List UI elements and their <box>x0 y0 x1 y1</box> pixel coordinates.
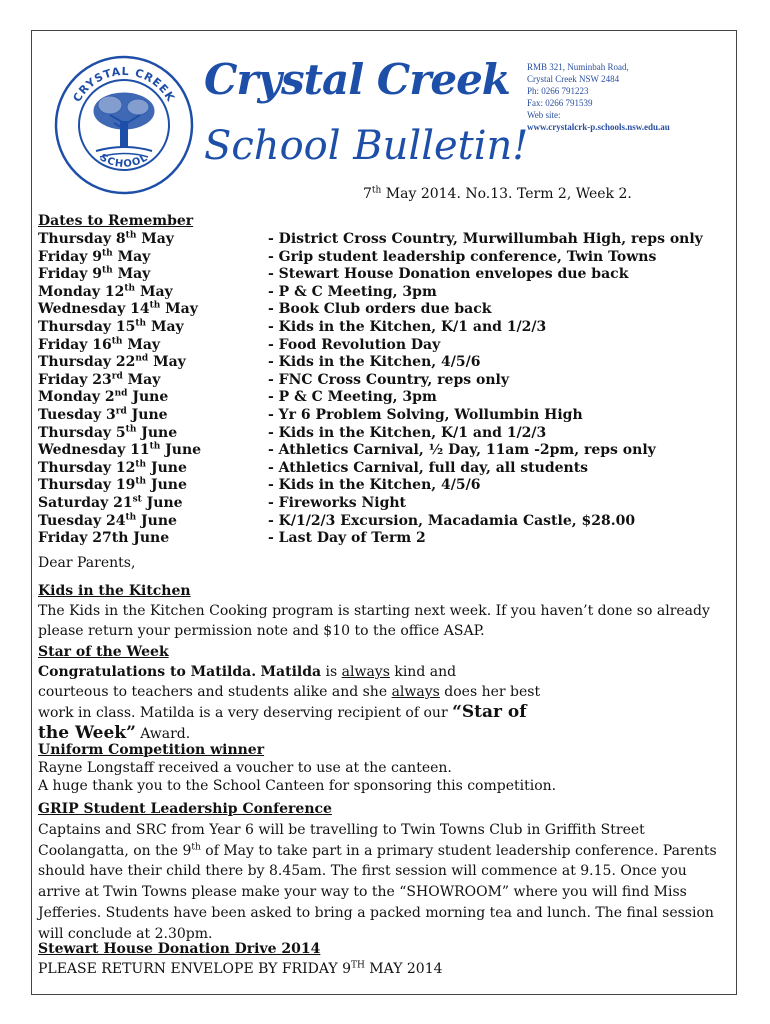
date-suffix: th <box>124 283 136 294</box>
grip-text-line: arrive at Twin Towns please make your way to the “SHOWROOM” where you will find Miss <box>38 884 687 901</box>
date-day: Friday 27th June <box>38 530 170 547</box>
star-name: Matilda <box>260 664 322 680</box>
greeting: Dear Parents, <box>38 555 136 571</box>
date-month: June <box>146 477 187 494</box>
date-day: Tuesday 3 <box>38 406 116 423</box>
date-row <box>38 513 703 531</box>
date-suffix: th <box>125 230 137 241</box>
star-award: Award. <box>135 726 191 742</box>
kitchen-section <box>38 581 730 641</box>
date-suffix: th <box>102 265 113 276</box>
date-day: Thursday 15 <box>38 318 136 335</box>
star-text-line <box>38 682 730 702</box>
logo-top-text: CRYSTAL CREEK <box>70 64 178 105</box>
issue-info <box>363 186 632 202</box>
date-month: June <box>126 406 168 423</box>
date-row <box>38 389 703 407</box>
star-quote-1: “Star of <box>452 702 527 722</box>
date-day: Thursday 5 <box>38 424 126 441</box>
stewart-line-sup: TH <box>351 960 365 971</box>
date-month: May <box>146 318 184 335</box>
date-day: Friday 16 <box>38 336 112 353</box>
date-label <box>38 425 268 443</box>
date-event: - Athletics Carnival, ½ Day, 11am -2pm, reps only <box>268 442 656 459</box>
date-day: Friday 9 <box>38 248 102 265</box>
kitchen-text-line: please return your permission note and $10 to the office ASAP. <box>38 623 485 639</box>
grip-section <box>38 799 730 945</box>
grip-text-line <box>38 841 730 862</box>
date-month: June <box>127 389 169 406</box>
date-suffix: th <box>111 335 123 346</box>
grip-text-line: will conclude at 2.30pm. <box>38 925 213 942</box>
date-event: - District Cross Country, Murwillumbah High, reps only <box>268 231 703 247</box>
date-day: Saturday 21 <box>38 494 133 511</box>
star-always: always <box>341 664 390 680</box>
grip-line2-b: of May to take part in a primary student leadership conference. Parents <box>200 842 717 859</box>
date-month: May <box>148 354 186 371</box>
date-suffix: th <box>149 441 161 452</box>
uniform-section <box>38 741 730 795</box>
star-text-line <box>38 702 730 723</box>
date-row <box>38 425 703 443</box>
star-congrats: Congratulations to Matilda. <box>38 664 257 680</box>
date-month: June <box>146 459 187 476</box>
date-month: June <box>141 494 183 511</box>
date-event: - P & C Meeting, 3pm <box>268 283 437 300</box>
logo-bottom-text: SCHOOL <box>97 152 151 171</box>
stewart-section <box>38 939 730 979</box>
star-line2-a: courteous to teachers and students alike and she <box>38 684 392 700</box>
date-event: - K/1/2/3 Excursion, Macadamia Castle, $28.00 <box>268 512 636 529</box>
date-suffix: rd <box>115 406 127 417</box>
kitchen-heading: Kids in the Kitchen <box>38 583 191 599</box>
date-suffix: th <box>125 423 137 434</box>
star-quote-2: the Week” <box>38 723 136 743</box>
date-suffix: th <box>135 459 147 470</box>
star-section <box>38 642 730 744</box>
star-text-line <box>38 662 730 682</box>
website-label: Web site: <box>527 110 561 120</box>
date-suffix: th <box>135 476 147 487</box>
date-label <box>38 231 268 249</box>
date-row <box>38 460 703 478</box>
stewart-text-line <box>38 959 730 979</box>
date-day: Tuesday 24 <box>38 512 126 529</box>
date-month: May <box>112 248 151 265</box>
grip-text-line: Jefferies. Students have been asked to bring a packed morning tea and lunch. The final session <box>38 904 714 921</box>
date-day: Thursday 19 <box>38 477 136 494</box>
website-link[interactable]: www.crystalcrk-p.schools.nsw.edu.au <box>527 122 670 132</box>
date-row <box>38 442 703 460</box>
date-event: - Grip student leadership conference, Twin Towns <box>268 248 657 265</box>
date-month: May <box>136 231 174 247</box>
date-event: - FNC Cross Country, reps only <box>268 371 509 388</box>
date-day: Friday 23 <box>38 371 112 388</box>
date-event: - Stewart House Donation envelopes due back <box>268 266 629 283</box>
date-label <box>38 337 268 355</box>
date-month: June <box>136 424 178 441</box>
date-label <box>38 301 268 319</box>
issue-day-suffix: th <box>371 185 382 196</box>
bulletin-page <box>31 30 737 995</box>
grip-line2-a: Coolangatta, on the 9 <box>38 842 192 859</box>
date-label <box>38 284 268 302</box>
uniform-text-line: Rayne Longstaff received a voucher to use at the canteen. <box>38 760 452 776</box>
date-event: - Kids in the Kitchen, K/1 and 1/2/3 <box>268 318 547 335</box>
date-row <box>38 249 703 267</box>
date-suffix: th <box>125 511 137 522</box>
date-day: Monday 12 <box>38 283 125 300</box>
date-day: Monday 2 <box>38 389 115 406</box>
date-suffix: rd <box>111 371 123 382</box>
grip-line2-sup: th <box>191 841 201 852</box>
date-row <box>38 495 703 513</box>
date-suffix: nd <box>114 388 128 399</box>
date-label <box>38 442 268 460</box>
date-label <box>38 319 268 337</box>
star-kind: kind and <box>389 664 457 680</box>
tree-icon <box>94 93 154 157</box>
date-label <box>38 372 268 390</box>
date-month: May <box>135 283 173 300</box>
date-month: May <box>122 371 161 388</box>
date-event: - Last Day of Term 2 <box>268 530 426 547</box>
uniform-text-line: A huge thank you to the School Canteen for sponsoring this competition. <box>38 778 557 794</box>
date-event: - Fireworks Night <box>268 494 406 511</box>
fax-number: Fax: 0266 791539 <box>527 98 593 108</box>
stewart-line-a: PLEASE RETURN ENVELOPE BY FRIDAY 9 <box>38 961 351 977</box>
date-row <box>38 372 703 390</box>
date-label <box>38 407 268 425</box>
date-suffix: th <box>135 318 147 329</box>
date-row <box>38 301 703 319</box>
grip-text-line: should have their child there by 8.45am. The first session will commence at 9.15. Once you <box>38 863 687 880</box>
date-label <box>38 389 268 407</box>
date-row <box>38 530 703 548</box>
date-day: Friday 9 <box>38 266 102 283</box>
date-month: May <box>122 336 161 353</box>
issue-details: May 2014. No.13. Term 2, Week 2. <box>381 186 632 202</box>
date-label <box>38 513 268 531</box>
date-event: - Kids in the Kitchen, 4/5/6 <box>268 477 481 494</box>
stewart-line-b: MAY 2014 <box>364 961 443 977</box>
date-label <box>38 266 268 284</box>
date-month: June <box>136 512 177 529</box>
date-label <box>38 460 268 478</box>
grip-text-line: Captains and SRC from Year 6 will be travelling to Twin Towns Club in Griffith Street <box>38 821 645 838</box>
date-month: May <box>160 301 198 318</box>
bulletin-title: School Bulletin! <box>204 123 529 169</box>
date-row <box>38 354 703 372</box>
date-row <box>38 266 703 284</box>
date-day: Thursday 22 <box>38 354 136 371</box>
date-row <box>38 319 703 337</box>
uniform-heading: Uniform Competition winner <box>38 742 265 758</box>
star-line2-b: does her best <box>439 684 541 700</box>
date-event: - Kids in the Kitchen, 4/5/6 <box>268 354 481 371</box>
date-event: - P & C Meeting, 3pm <box>268 389 437 406</box>
date-event: - Food Revolution Day <box>268 336 441 353</box>
date-day: Wednesday 14 <box>38 301 150 318</box>
date-suffix: nd <box>135 353 149 364</box>
date-day: Thursday 12 <box>38 459 136 476</box>
address-line-1: RMB 321, Numinbah Road, <box>527 62 629 72</box>
date-label <box>38 530 268 548</box>
date-label <box>38 495 268 513</box>
date-label <box>38 477 268 495</box>
star-always-2: always <box>391 684 440 700</box>
dates-heading: Dates to Remember <box>38 213 194 229</box>
kitchen-text-line: The Kids in the Kitchen Cooking program is starting next week. If you haven’t done so already <box>38 603 710 619</box>
date-row <box>38 337 703 355</box>
dates-list <box>38 231 703 548</box>
date-row <box>38 477 703 495</box>
issue-day: 7 <box>363 186 372 202</box>
date-suffix: st <box>132 494 142 505</box>
date-row <box>38 407 703 425</box>
address-line-2: Crystal Creek NSW 2484 <box>527 74 620 84</box>
date-month: June <box>160 442 202 459</box>
star-is: is <box>321 664 342 680</box>
date-label <box>38 354 268 372</box>
school-name-title: Crystal Creek <box>204 55 510 104</box>
date-suffix: th <box>102 247 113 258</box>
stewart-heading: Stewart House Donation Drive 2014 <box>38 941 321 957</box>
star-line3: work in class. Matilda is a very deserving recipient of our <box>38 705 453 721</box>
date-row <box>38 284 703 302</box>
date-event: - Kids in the Kitchen, K/1 and 1/2/3 <box>268 424 547 441</box>
date-event: - Yr 6 Problem Solving, Wollumbin High <box>268 406 583 423</box>
date-event: - Athletics Carnival, full day, all students <box>268 459 589 476</box>
date-event: - Book Club orders due back <box>268 301 492 318</box>
contact-block <box>527 61 670 133</box>
date-suffix: th <box>149 300 161 311</box>
grip-heading: GRIP Student Leadership Conference <box>38 801 332 817</box>
date-label <box>38 249 268 267</box>
date-day: Wednesday 11 <box>38 442 150 459</box>
date-month: May <box>112 266 151 283</box>
school-logo <box>52 53 196 197</box>
date-day: Thursday 8 <box>38 231 126 247</box>
phone-number: Ph: 0266 791223 <box>527 86 589 96</box>
date-row <box>38 231 703 249</box>
star-heading: Star of the Week <box>38 644 169 660</box>
